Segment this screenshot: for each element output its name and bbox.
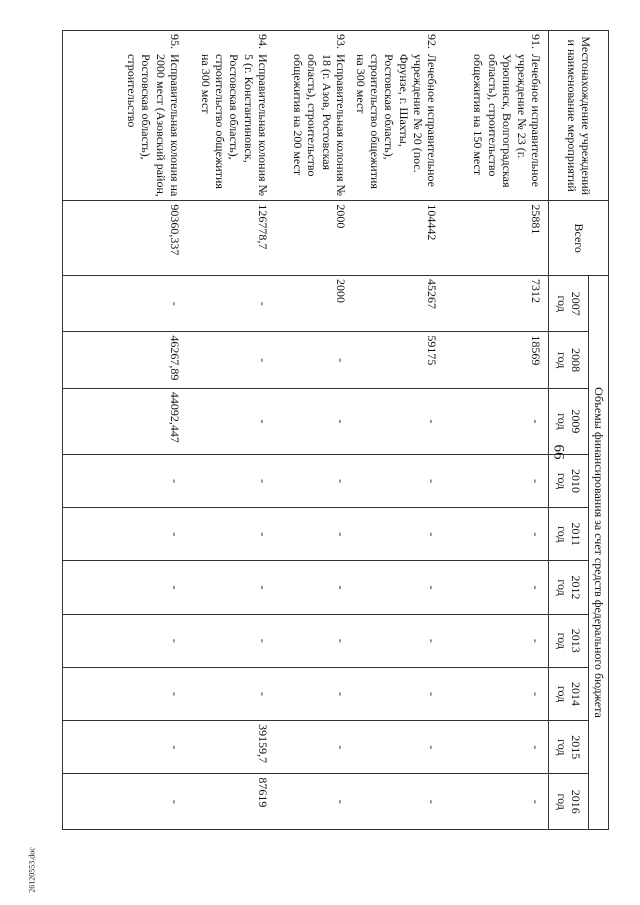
facility-name: Исправительная колония на 2000 мест (Азовский район, Ростовская область), строительство xyxy=(124,54,183,197)
year-value-cell-2011: - xyxy=(62,508,187,561)
facility-name: Исправительная колония № 5 (г. Константиновск, Ростовская область), строительство общежития на 300 мест xyxy=(198,54,271,196)
year-value-cell-2008: 59175 xyxy=(353,332,444,388)
year-value-cell-2009: - xyxy=(353,388,444,454)
year-value-cell-2007: 45267 xyxy=(353,275,444,331)
year-value-cell-2013: - xyxy=(275,614,353,667)
year-header-2009 xyxy=(549,388,589,454)
year-header-2016 xyxy=(549,774,589,830)
year-value-cell-2008: 46267,89 xyxy=(62,332,187,388)
year-word: год xyxy=(555,526,570,543)
year-value-cell-2007: 7312 xyxy=(445,275,549,331)
year-value-cell-2012: - xyxy=(275,561,353,614)
year-word: год xyxy=(555,413,570,430)
year-value-cell-2015: - xyxy=(275,721,353,774)
year-label: 2009 xyxy=(568,409,583,434)
year-value-cell-2008: - xyxy=(275,332,353,388)
year-value-cell-2014: - xyxy=(62,667,187,720)
table-row xyxy=(353,31,444,830)
year-value-cell-2015: - xyxy=(445,721,549,774)
year-value-cell-2015: - xyxy=(62,721,187,774)
year-label: 2008 xyxy=(568,348,583,373)
group-header: Объемы финансирования за счет средств федерального бюджета xyxy=(589,275,609,829)
year-value-cell-2011: - xyxy=(353,508,444,561)
table-container xyxy=(64,30,609,830)
year-word: год xyxy=(555,295,570,312)
year-value-cell-2009: - xyxy=(445,388,549,454)
year-value-cell-2016: - xyxy=(445,774,549,830)
page-number: 66 xyxy=(550,444,567,460)
row-number: 95. xyxy=(168,34,183,49)
year-value-cell-2007: 2000 xyxy=(275,275,353,331)
year-label: 2011 xyxy=(568,522,583,547)
total-cell: 104442 xyxy=(353,201,444,276)
year-word: год xyxy=(555,472,570,490)
year-label: 2014 xyxy=(568,682,583,707)
year-word: год xyxy=(555,632,570,649)
year-value-cell-2010: - xyxy=(187,454,275,507)
year-header-2014 xyxy=(549,667,589,720)
year-value-cell-2014: - xyxy=(187,667,275,720)
financing-table xyxy=(62,30,609,830)
row-number: 92. xyxy=(425,34,440,49)
year-header-2015 xyxy=(549,721,589,774)
year-value-cell-2011: - xyxy=(445,508,549,561)
year-value-cell-2007: - xyxy=(62,275,187,331)
year-header-2011 xyxy=(549,508,589,561)
year-value-cell-2008: 18569 xyxy=(445,332,549,388)
year-header-2010 xyxy=(549,454,589,507)
year-value-cell-2012: - xyxy=(445,561,549,614)
year-value-cell-2009: - xyxy=(275,388,353,454)
year-value-cell-2016: 87619 xyxy=(187,774,275,830)
year-value-cell-2013: - xyxy=(62,614,187,667)
location-header: Местонахождение учреждений и наименование мероприятий xyxy=(549,31,609,201)
table-row xyxy=(275,31,353,830)
year-word: год xyxy=(555,579,570,596)
year-word: год xyxy=(555,351,570,369)
year-value-cell-2007: - xyxy=(187,275,275,331)
location-cell xyxy=(187,31,275,201)
year-value-cell-2014: - xyxy=(445,667,549,720)
year-label: 2013 xyxy=(568,628,583,653)
document-code: 26120553.doc xyxy=(27,847,37,893)
total-header: Всего xyxy=(549,201,609,276)
year-label: 2010 xyxy=(568,469,583,494)
year-value-cell-2016: - xyxy=(353,774,444,830)
year-value-cell-2016: - xyxy=(275,774,353,830)
total-cell: 2000 xyxy=(275,201,353,276)
facility-name: Лечебное исправительное учреждение № 20 (пос. Фрунзе, г. Шахты, Ростовская область), строительство общежития на 300 мест xyxy=(353,54,440,189)
year-value-cell-2015: - xyxy=(353,721,444,774)
year-label: 2016 xyxy=(568,789,583,814)
location-cell xyxy=(353,31,444,201)
row-number: 94. xyxy=(256,34,271,49)
location-cell xyxy=(62,31,187,201)
rotated-table-frame xyxy=(64,30,609,830)
total-cell: 126778,7 xyxy=(187,201,275,276)
year-header-2007 xyxy=(549,275,589,331)
year-value-cell-2010: - xyxy=(353,454,444,507)
year-word: год xyxy=(555,739,570,756)
year-word: год xyxy=(555,685,570,703)
year-value-cell-2012: - xyxy=(62,561,187,614)
year-value-cell-2011: - xyxy=(187,508,275,561)
year-value-cell-2016: - xyxy=(62,774,187,830)
year-value-cell-2010: - xyxy=(62,454,187,507)
year-value-cell-2011: - xyxy=(275,508,353,561)
year-value-cell-2010: - xyxy=(445,454,549,507)
year-value-cell-2014: - xyxy=(275,667,353,720)
table-body xyxy=(62,31,548,830)
location-cell xyxy=(445,31,549,201)
year-value-cell-2009: - xyxy=(187,388,275,454)
year-header-2008 xyxy=(549,332,589,388)
total-cell: 90360,337 xyxy=(62,201,187,276)
year-value-cell-2013: - xyxy=(187,614,275,667)
year-label: 2015 xyxy=(568,735,583,760)
year-value-cell-2015: 39159,7 xyxy=(187,721,275,774)
year-header-2012 xyxy=(549,561,589,614)
table-row xyxy=(62,31,187,830)
table-row xyxy=(445,31,549,830)
year-header-2013 xyxy=(549,614,589,667)
year-label: 2007 xyxy=(568,291,583,316)
table-row xyxy=(187,31,275,830)
year-value-cell-2010: - xyxy=(275,454,353,507)
row-number: 91. xyxy=(529,34,543,49)
year-value-cell-2013: - xyxy=(445,614,549,667)
facility-name: Лечебное исправительное учреждение № 23 (г. Урюпинск, Волгоградская область), строительство общежития на 150 мест xyxy=(471,54,543,188)
year-value-cell-2012: - xyxy=(187,561,275,614)
year-label: 2012 xyxy=(568,575,583,600)
facility-name: Исправительная колония № 18 (г. Азов, Ростовская область), строительство общежития на 200 мест xyxy=(290,54,349,196)
total-cell: 25881 xyxy=(445,201,549,276)
year-value-cell-2008: - xyxy=(187,332,275,388)
location-cell xyxy=(275,31,353,201)
year-value-cell-2009: 44092,447 xyxy=(62,388,187,454)
year-value-cell-2014: - xyxy=(353,667,444,720)
year-value-cell-2013: - xyxy=(353,614,444,667)
row-number: 93. xyxy=(334,34,349,49)
year-value-cell-2012: - xyxy=(353,561,444,614)
year-word: год xyxy=(555,793,570,810)
